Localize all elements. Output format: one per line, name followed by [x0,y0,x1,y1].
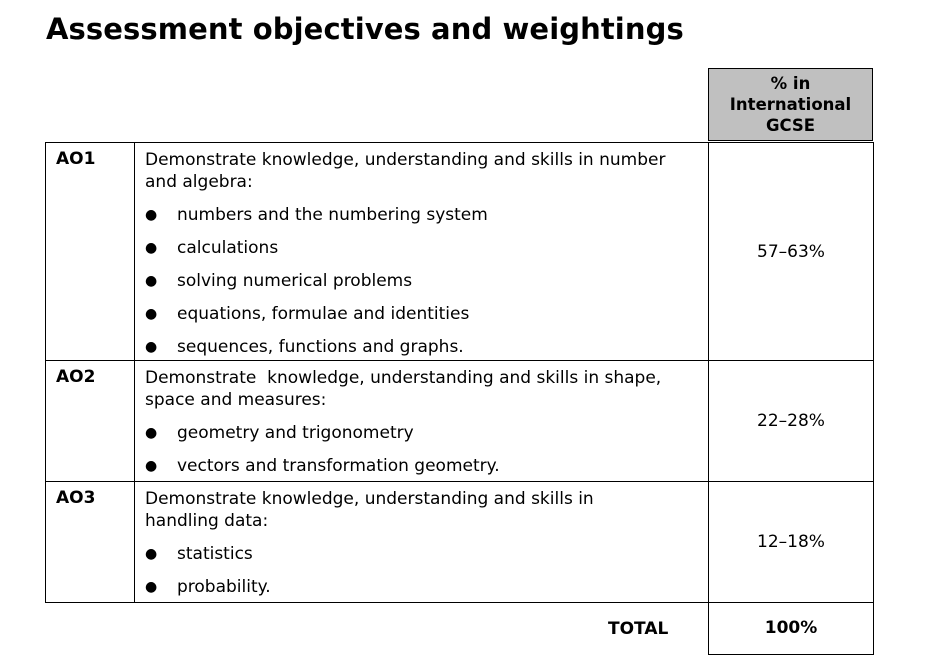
list-item [135,576,708,609]
header-line-1: % in [770,74,811,93]
objective-code: AO3 [56,488,96,508]
objective-code-cell [45,482,135,603]
list-item [135,270,708,303]
weighting-cell [708,142,874,361]
bullet-list [135,543,708,609]
bullet-icon: ● [145,546,158,562]
list-item-text: solving numerical problems [177,271,413,291]
list-item [135,237,708,270]
list-item-text: calculations [177,238,279,258]
objective-description-cell [134,142,709,361]
table-row-ao3 [45,482,874,603]
weighting-cell [708,361,874,482]
bullet-icon: ● [145,425,158,441]
weighting-value: 12–18% [757,532,825,552]
objective-description-cell [134,482,709,603]
objective-description: Demonstrate knowledge, understanding and skills in handling data: [145,489,594,531]
weighting-value: 22–28% [757,411,825,431]
weighting-cell [708,482,874,603]
objective-description: Demonstrate knowledge, understanding and skills in shape, space and measures: [145,368,662,410]
total-label: TOTAL [608,619,669,639]
bullet-icon: ● [145,207,158,223]
list-item [135,543,708,576]
objective-code: AO1 [56,149,96,169]
list-item [135,422,708,455]
bullet-list [135,422,708,488]
objective-code-cell [45,142,135,361]
table-row-ao2 [45,361,874,482]
list-item-text: sequences, functions and graphs. [177,337,464,357]
objective-description: Demonstrate knowledge, understanding and skills in number and algebra: [145,150,666,192]
bullet-icon: ● [145,306,158,322]
objective-code-cell [45,361,135,482]
list-item [135,204,708,237]
bullet-icon: ● [145,458,158,474]
list-item-text: geometry and trigonometry [177,423,414,443]
list-item-text: equations, formulae and identities [177,304,470,324]
bullet-icon: ● [145,579,158,595]
list-item [135,303,708,336]
weighting-value: 57–63% [757,241,825,262]
table-row-ao1 [45,142,874,361]
header-line-2: International [729,95,852,114]
bullet-icon: ● [145,339,158,355]
list-item-text: statistics [177,544,253,564]
objective-code: AO2 [56,367,96,387]
list-item-text: vectors and transformation geometry. [177,456,500,476]
total-value: 100% [764,618,818,638]
bullet-icon: ● [145,240,158,256]
bullet-list [135,204,708,369]
objective-description-cell [134,361,709,482]
bullet-icon: ● [145,273,158,289]
weighting-column-header [708,68,873,141]
list-item-text: probability. [177,577,271,597]
list-item-text: numbers and the numbering system [177,205,488,225]
header-line-3: GCSE [765,116,816,135]
total-cell [708,602,874,655]
page-title: Assessment objectives and weightings [46,12,684,46]
